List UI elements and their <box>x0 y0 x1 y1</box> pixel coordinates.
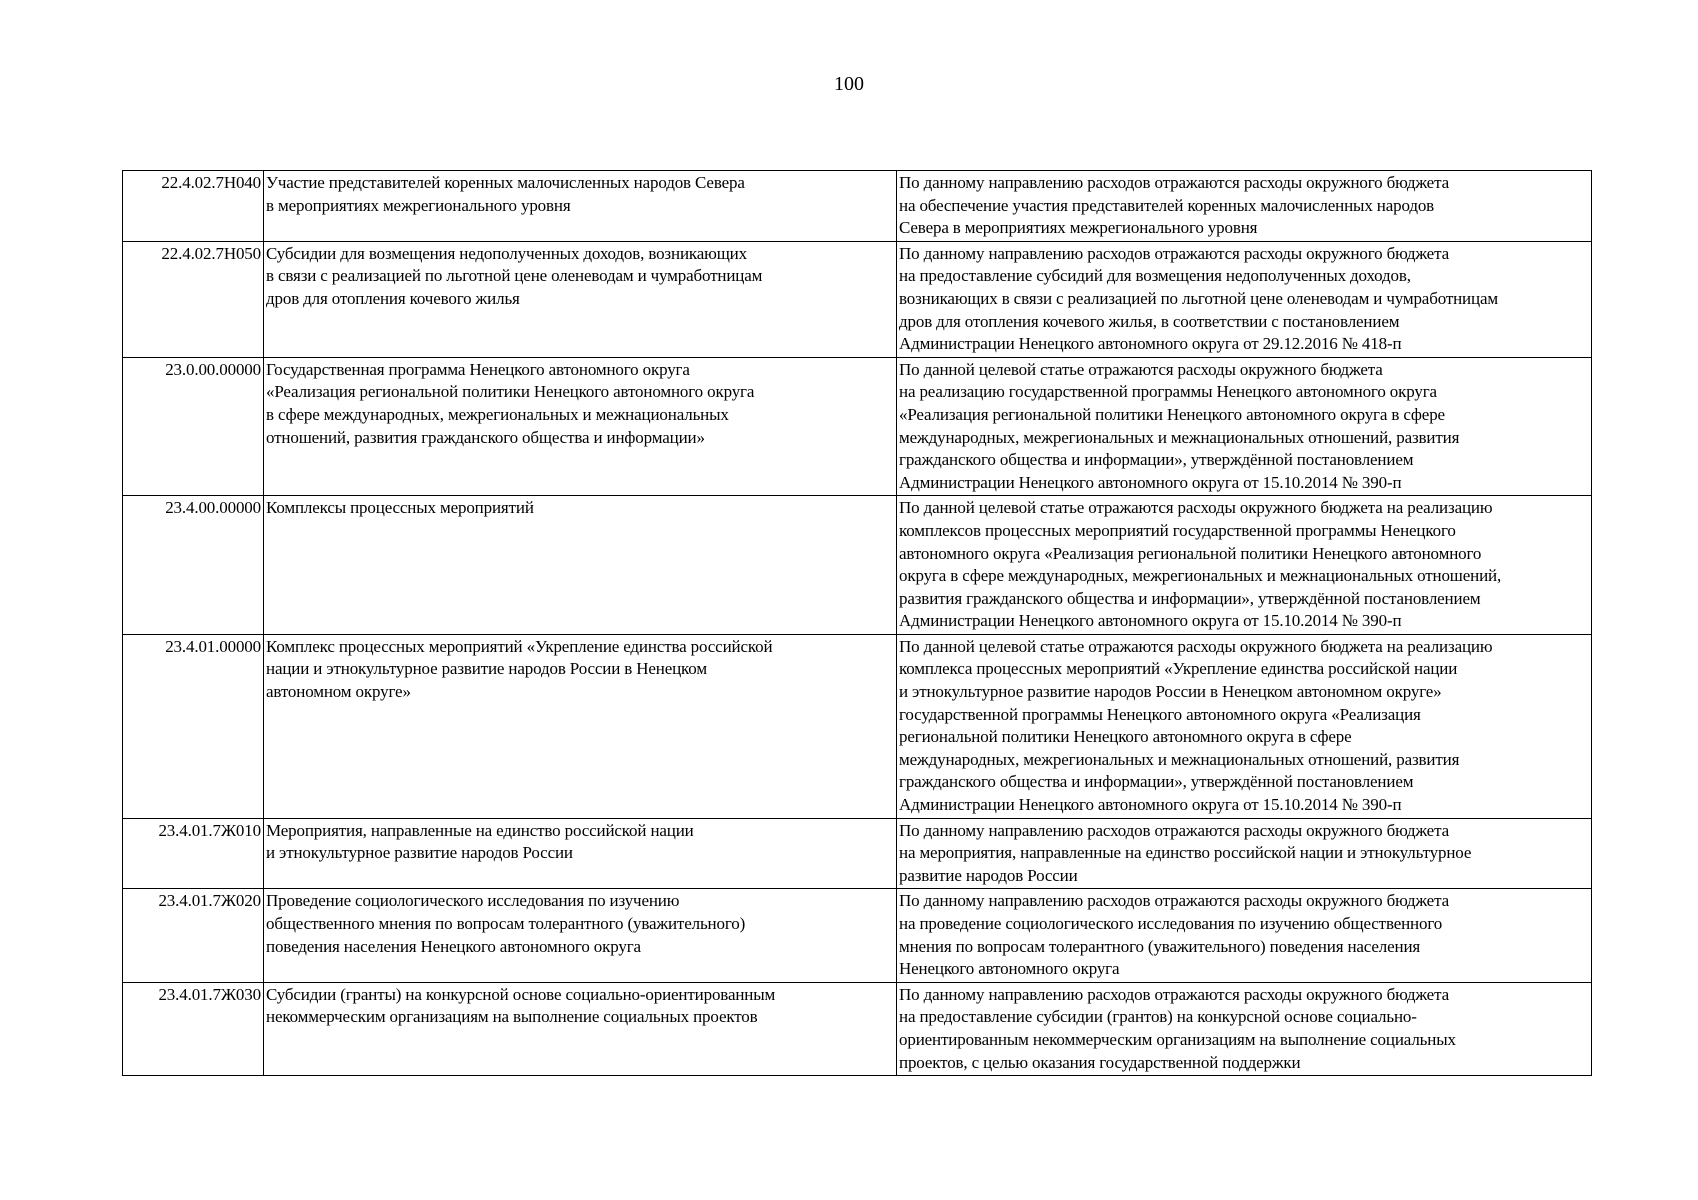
name-line: поведения населения Ненецкого автономного округа <box>266 936 641 956</box>
budget-classification-table <box>122 170 1592 1076</box>
description-line: гражданского общества и информации», утверждённой постановлением <box>899 450 1414 470</box>
description-line: автономного округа «Реализация региональной политики Ненецкого автономного <box>899 543 1482 563</box>
name-line: Субсидии для возмещения недополученных доходов, возникающих <box>266 243 747 263</box>
description-line: По данному направлению расходов отражаются расходы окружного бюджета <box>899 820 1449 840</box>
name-line: Субсидии (гранты) на конкурсной основе социально-ориентированным <box>266 984 776 1004</box>
description-line: комплекса процессных мероприятий «Укрепление единства российской нации <box>899 659 1458 679</box>
name-line: отношений, развития гражданского общества и информации» <box>266 427 705 447</box>
description-line: Севера в мероприятиях межрегионального уровня <box>899 218 1258 238</box>
table-row <box>123 496 1592 635</box>
description-cell <box>897 241 1592 357</box>
description-line: международных, межрегиональных и межнациональных отношений, развития <box>899 749 1460 769</box>
description-line: международных, межрегиональных и межнациональных отношений, развития <box>899 427 1460 447</box>
description-line: округа в сфере международных, межрегиональных и межнациональных отношений, <box>899 566 1502 586</box>
description-cell <box>897 889 1592 982</box>
code-cell: 23.4.00.00000 <box>123 496 264 635</box>
name-line: нации и этнокультурное развитие народов России в Ненецком <box>266 659 707 679</box>
description-line: Администрации Ненецкого автономного округа от 15.10.2014 № 390-п <box>899 795 1402 815</box>
description-cell <box>897 496 1592 635</box>
table-row <box>123 634 1592 818</box>
name-cell <box>264 634 897 818</box>
description-line: развития гражданского общества и информации», утверждённой постановлением <box>899 588 1481 608</box>
name-cell <box>264 171 897 242</box>
description-line: региональной политики Ненецкого автономного округа в сфере <box>899 727 1352 747</box>
description-line: государственной программы Ненецкого автономного округа «Реализация <box>899 704 1421 724</box>
description-cell <box>897 818 1592 889</box>
description-line: По данной целевой статье отражаются расходы окружного бюджета <box>899 359 1383 379</box>
description-line: и этнокультурное развитие народов России в Ненецком автономном округе» <box>899 682 1442 702</box>
name-line: в мероприятиях межрегионального уровня <box>266 195 571 215</box>
name-line: Комплекс процессных мероприятий «Укрепление единства российской <box>266 636 773 656</box>
name-line: «Реализация региональной политики Ненецкого автономного округа <box>266 382 755 402</box>
table-row <box>123 357 1592 496</box>
page-number: 100 <box>834 73 864 95</box>
description-cell <box>897 357 1592 496</box>
description-line: Администрации Ненецкого автономного округа от 15.10.2014 № 390-п <box>899 472 1402 492</box>
description-line: По данной целевой статье отражаются расходы окружного бюджета на реализацию <box>899 498 1493 518</box>
name-line: общественного мнения по вопросам толерантного (уважительного) <box>266 914 746 933</box>
name-cell <box>264 889 897 982</box>
description-line: комплексов процессных мероприятий государственной программы Ненецкого <box>899 520 1456 540</box>
description-line: Администрации Ненецкого автономного округа от 15.10.2014 № 390-п <box>899 611 1402 631</box>
name-line: дров для отопления кочевого жилья <box>266 288 520 308</box>
name-line: в сфере международных, межрегиональных и межнациональных <box>266 404 729 424</box>
description-line: возникающих в связи с реализацией по льготной цене оленеводам и чумработницам <box>899 288 1498 308</box>
description-line: на мероприятия, направленные на единство российской нации и этнокультурное <box>899 843 1472 863</box>
name-cell <box>264 241 897 357</box>
code-cell: 23.4.01.7Ж020 <box>123 889 264 982</box>
code-cell: 23.4.01.00000 <box>123 634 264 818</box>
description-line: на реализацию государственной программы Ненецкого автономного округа <box>899 382 1437 402</box>
description-line: По данному направлению расходов отражаются расходы окружного бюджета <box>899 984 1449 1004</box>
description-line: на проведение социологического исследования по изучению общественного <box>899 914 1443 933</box>
description-line: Ненецкого автономного округа <box>899 959 1120 979</box>
description-line: гражданского общества и информации», утверждённой постановлением <box>899 772 1414 792</box>
table-row <box>123 889 1592 982</box>
code-cell: 22.4.02.7Н050 <box>123 241 264 357</box>
table-row <box>123 241 1592 357</box>
name-cell <box>264 818 897 889</box>
table-row <box>123 171 1592 242</box>
name-line: Проведение социологического исследования по изучению <box>266 891 680 911</box>
description-line: на обеспечение участия представителей коренных малочисленных народов <box>899 195 1435 215</box>
description-line: ориентированным некоммерческим организациям на выполнение социальных <box>899 1029 1456 1049</box>
code-cell: 23.0.00.00000 <box>123 357 264 496</box>
table-row <box>123 818 1592 889</box>
description-cell <box>897 982 1592 1075</box>
code-cell: 23.4.01.7Ж010 <box>123 818 264 889</box>
description-line: развитие народов России <box>899 865 1078 885</box>
description-line: на предоставление субсидии (грантов) на конкурсной основе социально- <box>899 1007 1417 1027</box>
description-line: на предоставление субсидий для возмещения недополученных доходов, <box>899 266 1411 286</box>
name-line: в связи с реализацией по льготной цене оленеводам и чумработницам <box>266 266 763 286</box>
name-line: Участие представителей коренных малочисленных народов Севера <box>266 173 745 192</box>
name-cell <box>264 496 897 635</box>
name-line: Комплексы процессных мероприятий <box>266 498 534 518</box>
name-line: некоммерческим организациям на выполнение социальных проектов <box>266 1007 758 1027</box>
description-cell <box>897 634 1592 818</box>
description-line: мнения по вопросам толерантного (уважительного) поведения населения <box>899 936 1421 956</box>
code-cell: 23.4.01.7Ж030 <box>123 982 264 1075</box>
name-line: автономном округе» <box>266 682 411 702</box>
description-line: По данному направлению расходов отражаются расходы окружного бюджета <box>899 243 1449 263</box>
name-cell <box>264 982 897 1075</box>
description-line: По данному направлению расходов отражаются расходы окружного бюджета <box>899 891 1449 911</box>
description-cell <box>897 171 1592 242</box>
description-line: «Реализация региональной политики Ненецкого автономного округа в сфере <box>899 404 1445 424</box>
table-body <box>123 171 1592 1076</box>
description-line: Администрации Ненецкого автономного округа от 29.12.2016 № 418-п <box>899 334 1402 354</box>
description-line: По данной целевой статье отражаются расходы окружного бюджета на реализацию <box>899 636 1493 656</box>
description-line: проектов, с целью оказания государственной поддержки <box>899 1052 1301 1072</box>
name-line: Мероприятия, направленные на единство российской нации <box>266 820 694 840</box>
name-line: Государственная программа Ненецкого автономного округа <box>266 359 690 379</box>
code-cell: 22.4.02.7Н040 <box>123 171 264 242</box>
table-row <box>123 982 1592 1075</box>
description-line: По данному направлению расходов отражаются расходы окружного бюджета <box>899 173 1449 192</box>
name-cell <box>264 357 897 496</box>
description-line: дров для отопления кочевого жилья, в соответствии с постановлением <box>899 311 1400 331</box>
name-line: и этнокультурное развитие народов России <box>266 843 573 863</box>
